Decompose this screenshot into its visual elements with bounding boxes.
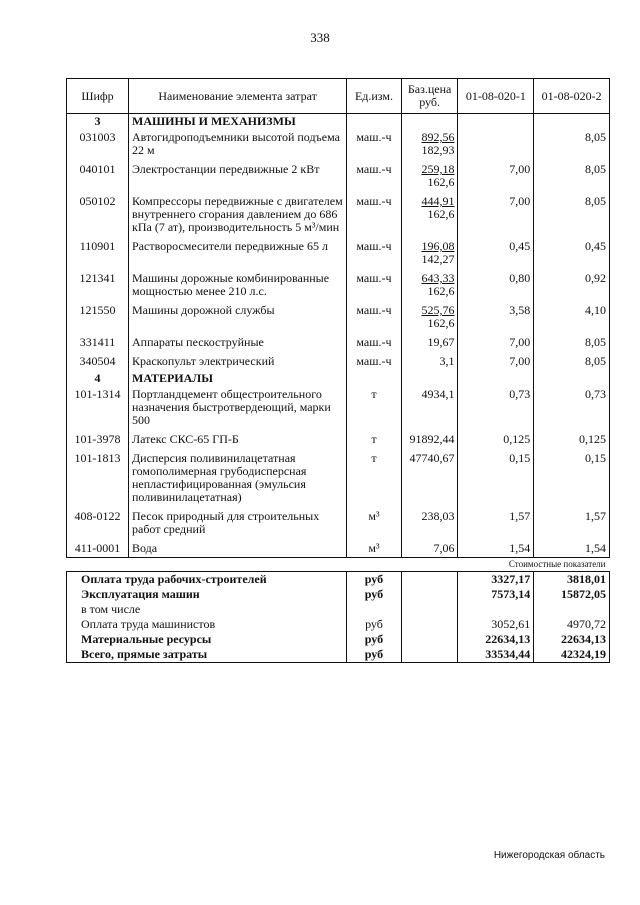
row-name: Аппараты пескоструйные bbox=[129, 333, 347, 352]
row-code: 031003 bbox=[67, 128, 129, 160]
base-price: 19,67 bbox=[427, 335, 455, 349]
row-value-v1: 1,54 bbox=[458, 539, 534, 558]
row-price: 7,06 bbox=[401, 539, 458, 558]
row-unit: маш.-ч bbox=[347, 301, 402, 333]
summary-row bbox=[67, 572, 610, 588]
row-unit: м³ bbox=[347, 539, 402, 558]
summary-unit: руб bbox=[347, 617, 402, 632]
row-code: 101-1813 bbox=[67, 449, 129, 507]
row-value-v1: 3,58 bbox=[458, 301, 534, 333]
base-price: 643,33 bbox=[421, 271, 455, 285]
table-row bbox=[67, 192, 610, 237]
row-code: 411-0001 bbox=[67, 539, 129, 558]
table-row bbox=[67, 301, 610, 333]
row-value-v1: 7,00 bbox=[458, 192, 534, 237]
summary-label: в том числе bbox=[67, 602, 347, 617]
summary-unit: руб bbox=[347, 572, 402, 588]
summary-value-v1 bbox=[458, 602, 534, 617]
summary-blank bbox=[401, 632, 458, 647]
row-price bbox=[401, 160, 458, 192]
table-row bbox=[67, 385, 610, 430]
summary-blank bbox=[401, 617, 458, 632]
row-price bbox=[401, 333, 458, 352]
header-code: Шифр bbox=[67, 79, 129, 114]
row-value-v1: 0,73 bbox=[458, 385, 534, 430]
table-header-row bbox=[67, 79, 610, 114]
row-unit: маш.-ч bbox=[347, 160, 402, 192]
row-price: 47740,67 bbox=[401, 449, 458, 507]
table-body bbox=[67, 114, 610, 129]
row-price: 238,03 bbox=[401, 507, 458, 539]
row-value-v2: 0,73 bbox=[534, 385, 610, 430]
operator-wage-price: 162,6 bbox=[427, 284, 455, 298]
row-name: Вода bbox=[129, 539, 347, 558]
caption-section bbox=[67, 558, 610, 572]
section-number: 3 bbox=[67, 114, 129, 129]
summary-unit: руб bbox=[347, 647, 402, 663]
operator-wage-price: 142,27 bbox=[421, 252, 455, 266]
materials-section bbox=[67, 371, 610, 385]
row-value-v2: 8,05 bbox=[534, 160, 610, 192]
row-code: 101-3978 bbox=[67, 430, 129, 449]
section-title: МАТЕРИАЛЫ bbox=[129, 371, 347, 385]
row-name: Песок природный для строительных работ средний bbox=[129, 507, 347, 539]
row-unit: маш.-ч bbox=[347, 333, 402, 352]
row-code: 340504 bbox=[67, 352, 129, 371]
section-number: 4 bbox=[67, 371, 129, 385]
row-price bbox=[401, 352, 458, 371]
row-value-v2: 1,54 bbox=[534, 539, 610, 558]
row-value-v2: 0,125 bbox=[534, 430, 610, 449]
operator-wage-price: 162,6 bbox=[427, 316, 455, 330]
cost-indicators-caption: Стоимостные показатели bbox=[67, 558, 610, 572]
table-row bbox=[67, 430, 610, 449]
caption-row bbox=[67, 558, 610, 572]
summary-row bbox=[67, 632, 610, 647]
summary-value-v2: 15872,05 bbox=[534, 587, 610, 602]
summary-value-v1: 3327,17 bbox=[458, 572, 534, 588]
row-unit: м³ bbox=[347, 507, 402, 539]
table-row bbox=[67, 507, 610, 539]
table-row bbox=[67, 449, 610, 507]
row-value-v2: 0,15 bbox=[534, 449, 610, 507]
row-price bbox=[401, 128, 458, 160]
row-code: 121550 bbox=[67, 301, 129, 333]
header-unit: Ед.изм. bbox=[347, 79, 402, 114]
row-unit: маш.-ч bbox=[347, 352, 402, 371]
row-unit: т bbox=[347, 430, 402, 449]
summary-label: Оплата труда рабочих-строителей bbox=[67, 572, 347, 588]
summary-row bbox=[67, 617, 610, 632]
summary-value-v2: 42324,19 bbox=[534, 647, 610, 663]
summary-blank bbox=[401, 587, 458, 602]
header-v2: 01-08-020-2 bbox=[534, 79, 610, 114]
row-code: 050102 bbox=[67, 192, 129, 237]
row-value-v1: 7,00 bbox=[458, 160, 534, 192]
summary-value-v1: 3052,61 bbox=[458, 617, 534, 632]
table-row bbox=[67, 128, 610, 160]
row-value-v1: 0,15 bbox=[458, 449, 534, 507]
row-value-v1: 7,00 bbox=[458, 333, 534, 352]
operator-wage-price: 162,6 bbox=[427, 207, 455, 221]
row-value-v2: 0,92 bbox=[534, 269, 610, 301]
row-name: Машины дорожной службы bbox=[129, 301, 347, 333]
table-row bbox=[67, 333, 610, 352]
summary-label: Материальные ресурсы bbox=[67, 632, 347, 647]
base-price: 892,56 bbox=[421, 130, 455, 144]
base-price: 444,91 bbox=[421, 194, 455, 208]
row-price bbox=[401, 269, 458, 301]
summary-unit: руб bbox=[347, 632, 402, 647]
row-value-v1: 7,00 bbox=[458, 352, 534, 371]
cost-table bbox=[66, 78, 610, 663]
summary-blank bbox=[401, 647, 458, 663]
row-code: 408-0122 bbox=[67, 507, 129, 539]
row-price: 4934,1 bbox=[401, 385, 458, 430]
row-unit: маш.-ч bbox=[347, 237, 402, 269]
section-row-materials bbox=[67, 371, 610, 385]
table-row bbox=[67, 539, 610, 558]
summary-unit bbox=[347, 602, 402, 617]
row-name: Растворосмесители передвижные 65 л bbox=[129, 237, 347, 269]
base-price: 3,1 bbox=[439, 354, 455, 368]
row-value-v1: 0,125 bbox=[458, 430, 534, 449]
section-title: МАШИНЫ И МЕХАНИЗМЫ bbox=[129, 114, 347, 129]
summary-unit: руб bbox=[347, 587, 402, 602]
row-price bbox=[401, 301, 458, 333]
materials-rows bbox=[67, 385, 610, 558]
summary-value-v1: 7573,14 bbox=[458, 587, 534, 602]
page-number: 338 bbox=[310, 30, 330, 45]
row-value-v2: 4,10 bbox=[534, 301, 610, 333]
row-code: 110901 bbox=[67, 237, 129, 269]
summary-label: Эксплуатация машин bbox=[67, 587, 347, 602]
table-row bbox=[67, 237, 610, 269]
summary-rows bbox=[67, 572, 610, 663]
summary-value-v2: 3818,01 bbox=[534, 572, 610, 588]
operator-wage-price: 182,93 bbox=[421, 143, 455, 157]
section-row-machines bbox=[67, 114, 610, 129]
row-name: Краскопульт электрический bbox=[129, 352, 347, 371]
operator-wage-price: 162,6 bbox=[427, 175, 455, 189]
row-price: 91892,44 bbox=[401, 430, 458, 449]
row-value-v2: 1,57 bbox=[534, 507, 610, 539]
row-value-v2: 8,05 bbox=[534, 128, 610, 160]
row-unit: т bbox=[347, 449, 402, 507]
table-row bbox=[67, 160, 610, 192]
row-code: 331411 bbox=[67, 333, 129, 352]
row-name: Портландцемент общестроительного назначения быстротвердеющий, марки 500 bbox=[129, 385, 347, 430]
row-unit: маш.-ч bbox=[347, 269, 402, 301]
row-unit: маш.-ч bbox=[347, 128, 402, 160]
row-name: Дисперсия поливинилацетатная гомополимерная грубодисперсная непластифицированная (эмульсия поливинилацетатная) bbox=[129, 449, 347, 507]
summary-row bbox=[67, 587, 610, 602]
summary-label: Оплата труда машинистов bbox=[67, 617, 347, 632]
row-value-v1 bbox=[458, 128, 534, 160]
base-price: 525,76 bbox=[421, 303, 455, 317]
row-value-v2: 0,45 bbox=[534, 237, 610, 269]
row-value-v2: 8,05 bbox=[534, 192, 610, 237]
table-row bbox=[67, 352, 610, 371]
summary-row bbox=[67, 647, 610, 663]
row-unit: т bbox=[347, 385, 402, 430]
table-row bbox=[67, 269, 610, 301]
row-name: Электростанции передвижные 2 кВт bbox=[129, 160, 347, 192]
summary-label: Всего, прямые затраты bbox=[67, 647, 347, 663]
region-footer: Нижегородская область bbox=[493, 850, 605, 861]
row-unit: маш.-ч bbox=[347, 192, 402, 237]
row-value-v1: 0,80 bbox=[458, 269, 534, 301]
header-v1: 01-08-020-1 bbox=[458, 79, 534, 114]
summary-blank bbox=[401, 602, 458, 617]
row-name: Компрессоры передвижные с двигателем внутреннего сгорания давлением до 686 кПа (7 ат), производительность 5 м³/мин bbox=[129, 192, 347, 237]
summary-value-v1: 33534,44 bbox=[458, 647, 534, 663]
summary-value-v2: 4970,72 bbox=[534, 617, 610, 632]
row-price bbox=[401, 192, 458, 237]
summary-row bbox=[67, 602, 610, 617]
machines-rows bbox=[67, 128, 610, 371]
header-name: Наименование элемента затрат bbox=[129, 79, 347, 114]
summary-blank bbox=[401, 572, 458, 588]
row-code: 040101 bbox=[67, 160, 129, 192]
row-value-v2: 8,05 bbox=[534, 333, 610, 352]
row-name: Машины дорожные комбинированные мощностью менее 210 л.с. bbox=[129, 269, 347, 301]
summary-value-v2 bbox=[534, 602, 610, 617]
row-value-v2: 8,05 bbox=[534, 352, 610, 371]
row-name: Автогидроподъемники высотой подъема 22 м bbox=[129, 128, 347, 160]
row-code: 101-1314 bbox=[67, 385, 129, 430]
row-code: 121341 bbox=[67, 269, 129, 301]
row-value-v1: 1,57 bbox=[458, 507, 534, 539]
summary-value-v1: 22634,13 bbox=[458, 632, 534, 647]
base-price: 259,18 bbox=[421, 162, 455, 176]
row-name: Латекс СКС-65 ГП-Б bbox=[129, 430, 347, 449]
row-price bbox=[401, 237, 458, 269]
row-value-v1: 0,45 bbox=[458, 237, 534, 269]
header-price: Баз.цена руб. bbox=[401, 79, 458, 114]
summary-value-v2: 22634,13 bbox=[534, 632, 610, 647]
base-price: 196,08 bbox=[421, 239, 455, 253]
